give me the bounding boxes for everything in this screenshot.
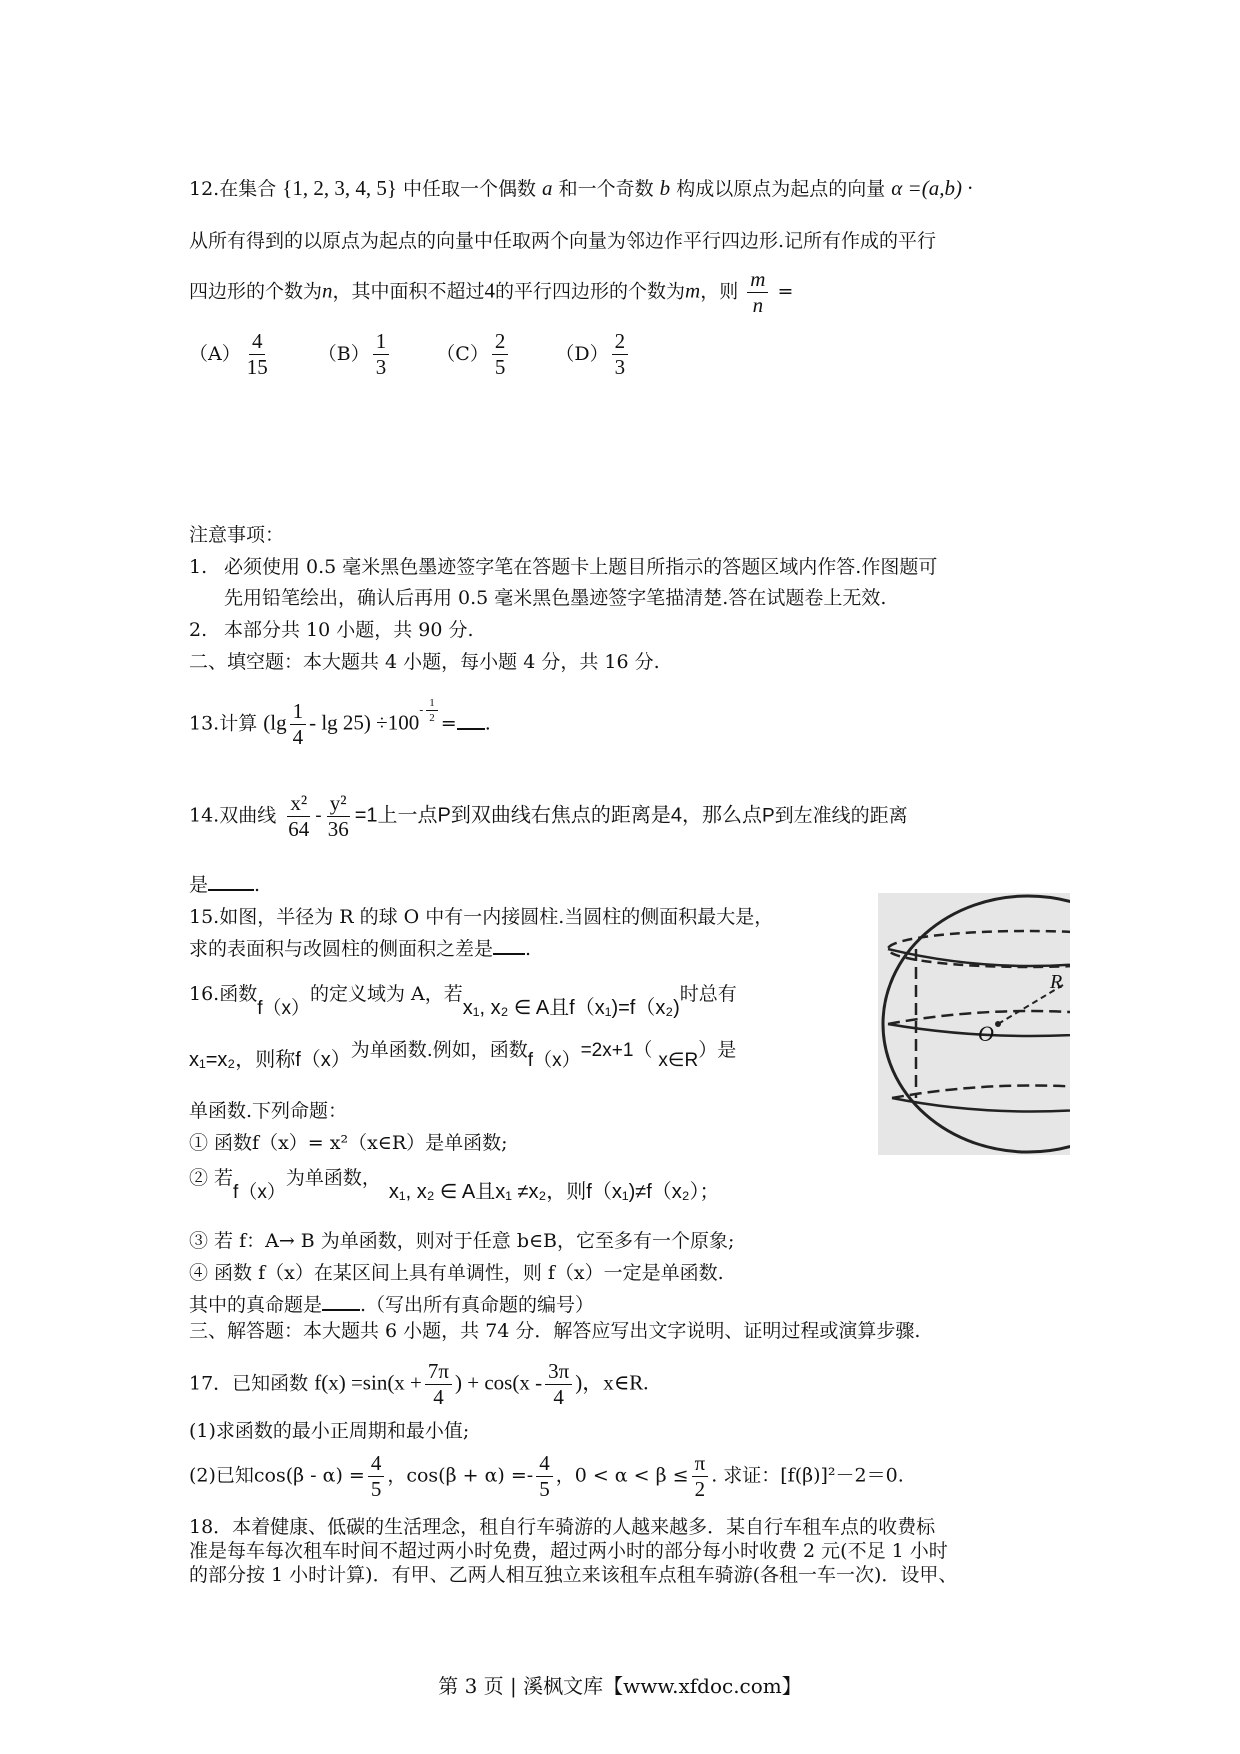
q16-ask [189,1294,594,1317]
q12-line3d: ，则 [700,280,739,303]
q16-choice2 [189,1166,720,1203]
option-a-den: 15 [246,355,268,380]
q12-mid1: 中任取一个偶数 [402,178,536,200]
q14-rest: =1上一点P到双曲线右焦点的距离是4，那么点 [354,804,762,827]
q13 [189,697,491,750]
q12-line3c: 的平行四边形的个数为 [495,280,686,303]
option-d-num: 2 [612,330,629,355]
q16-c2c: x₁, x₂ ∈ A且x₁ ≠x₂，则f（x₁)≠f（x₂）； [388,1181,720,1203]
q17-p2d1: 5 [370,1477,382,1502]
q12-line3b: ，其中面积不超过 [332,280,485,303]
q14-end: . [254,874,261,896]
sphere-figure-icon [878,893,1070,1155]
q18-line2: 准是每车每次租车时间不超过两小时免费，超过两小时的部分每小时收费 2 元(不足 1 小时 [189,1540,948,1562]
q17-intro: 17．已知函数 [189,1372,309,1395]
figure-label-o: O [978,1021,994,1046]
q17-d2: 4 [553,1385,564,1410]
q17-p2d: . 求证：[f(β)]²－2＝0. [711,1464,904,1487]
q12-mid2: 和一个奇数 [558,178,654,200]
q12-b: b [659,176,671,200]
q13-intro: 13.计算 [189,712,258,735]
q12-m: m [685,278,701,303]
q12-frac-den: n [752,293,764,318]
q16-line2d: ）是 [698,1039,737,1061]
option-b-den: 3 [375,355,387,380]
q16-line2c: =2x+1（ [580,1040,653,1061]
q13-answer-blank[interactable] [457,726,485,730]
q17-d1: 4 [433,1385,444,1410]
q16-line3: 单函数.下列命题： [189,1100,348,1122]
notes-item1-no: 1. [189,556,208,578]
q13-exp-sign: - [419,703,424,718]
page-footer: 第 3 页 | 溪枫文库【www.xfdoc.com】 [438,1674,802,1698]
q14-n2: y² [327,792,350,817]
q16-line1a: 16.函数 [189,983,258,1005]
option-b [317,329,392,380]
q14-intro: 14.双曲线 [189,804,277,827]
option-d [555,329,631,380]
option-b-num: 1 [373,330,390,355]
q17-p2a: (2)已知cos(β - α) = [189,1464,365,1487]
q18-line3: 的部分按 1 小时计算)．有甲、乙两人相互独立来该租车点租车骑游(各租一车一次)．设甲、 [189,1564,958,1586]
section2-heading: 二、填空题：本大题共 4 小题，每小题 4 分，共 16 分. [189,651,660,673]
q17-p2n3: π [692,1452,709,1477]
q16-line2 [189,1039,737,1073]
q14 [189,792,908,841]
q12-line3a: 四边形的个数为 [189,280,323,303]
option-c-num: 2 [492,330,509,355]
q16-cond: x₁, x₂ ∈ A且f（x₁)=f（x₂) [462,997,680,1019]
q12-options [189,330,631,379]
option-a-num: 4 [249,330,266,355]
q17-f: f(x) =sin(x + [314,1370,422,1395]
q15-line2-text: 求的表面积与改圆柱的侧面积之差是 [189,938,494,960]
q17-p2d2: 5 [539,1477,550,1502]
q16-line1b: 的定义域为 A，若 [310,983,463,1005]
notes-item1 [189,556,207,579]
notes-title: 注意事项： [189,524,285,546]
q14-rest2: 到左准线的距离 [774,804,908,827]
q17-p2d3: 2 [694,1477,706,1502]
q12-set: {1, 2, 3, 4, 5} [282,176,397,200]
q16-choice1: ① 函数f（x）= x²（x∈R）是单函数; [189,1132,508,1154]
q14-line2 [189,874,260,897]
q12-intro: 12.在集合 [189,178,277,200]
q14-line2-text: 是 [189,874,209,896]
q17-p2c: ，0 < α < β ≤ [555,1464,689,1487]
q13-exp-num: 1 [426,697,438,711]
q12-eq: = [777,280,794,303]
option-c-label: （C） [436,342,489,365]
q15-line2 [189,938,531,961]
option-b-label: （B） [317,342,370,365]
q16-c2a: ② 若 [189,1167,234,1189]
figure-label-r: R [1050,971,1063,993]
option-c-den: 5 [494,355,506,380]
q16-answer-blank[interactable] [322,1307,360,1311]
q16-c2b: 为单函数， [285,1167,381,1189]
q16-ask-text: 其中的真命题是 [189,1294,323,1316]
q13-lg: (lg [263,710,287,735]
q18-line1: 18．本着健康、低碳的生活理念，租自行车骑游的人越来越多．某自行车租车点的收费标 [189,1516,936,1538]
q12-a: a [542,176,553,200]
q17-p2n2: 4 [536,1452,553,1477]
notes-item1-b: 先用铅笔绘出，确认后再用 0.5 毫米黑色墨迹签字笔描清楚.答在试题卷上无效. [224,587,887,609]
q16-line1c: 时总有 [679,983,737,1005]
option-d-label: （D） [555,342,609,365]
q17-p2b: ，cos(β + α) =- [387,1464,534,1487]
option-a [189,329,274,380]
q17-p2n1: 4 [368,1452,385,1477]
q13-tail: = [440,712,457,735]
option-d-den: 3 [614,355,626,380]
q13-exp-den: 2 [429,712,435,725]
q16-fx: f（x） [257,998,310,1019]
q17-part2 [189,1452,904,1501]
q12-n: n [322,278,333,303]
q16-choice4: ④ 函数 f（x）在某区间上具有单调性，则 f（x）一定是单函数. [189,1262,724,1284]
q14-p: P [761,805,775,827]
q17-n1: 7π [425,1360,452,1385]
option-a-label: （A） [189,342,241,365]
q12-fraction [747,268,768,317]
q16-xr: x∈R [658,1050,699,1071]
notes-item2: 本部分共 10 小题，共 90 分. [224,619,474,641]
q17-line1 [189,1360,649,1409]
q16-line2a: x₁=x₂，则称f（x） [189,1049,351,1071]
q17-part1: (1)求函数的最小正周期和最小值; [189,1420,470,1442]
notes-item1-a: 必须使用 0.5 毫米黑色墨迹签字笔在答题卡上题目所指示的答题区域内作答.作图题可 [224,556,938,578]
q13-end: . [484,712,491,735]
q16-ask-tail: .（写出所有真命题的编号） [360,1294,595,1316]
q16-choice3: ③ 若 f：A→ B 为单函数，则对于任意 b∈B，它至多有一个原象; [189,1230,735,1252]
q14-d2: 36 [327,817,349,842]
q16-c2fx: f（x） [233,1182,286,1203]
q17-tail: )，x∈R. [575,1370,649,1395]
q12-line1 [189,176,972,201]
q13-num: 1 [290,700,307,725]
q14-minus: - [315,804,322,827]
q15-answer-blank[interactable] [493,951,525,955]
section3-heading: 三、解答题：本大题共 6 小题，共 74 分．解答应写出文字说明、证明过程或演算步骤. [189,1320,921,1342]
q16-line2b: 为单函数.例如，函数 [350,1039,528,1061]
q17-n2: 3π [545,1360,572,1385]
q12-alpha: α =(a,b) · [891,176,973,200]
q14-d1: 64 [288,817,310,842]
q12-mid3: 构成以原点为起点的向量 [676,178,886,200]
q17-mid: ) + cos(x - [455,1370,543,1395]
q16-line1 [189,982,737,1019]
q13-rest: - lg 25) ÷100 [309,710,420,735]
q15-line1: 15.如图，半径为 R 的球 O 中有一内接圆柱.当圆柱的侧面积最大是， [189,906,774,928]
q15-end: . [525,938,532,960]
notes-item2-no: 2. [189,619,208,641]
q12-line2: 从所有得到的以原点为起点的向量中任取两个向量为邻边作平行四边形.记所有作成的平行 [189,230,937,252]
q12-four: 4 [484,278,496,303]
sphere-cylinder-figure [878,893,1070,1155]
q14-answer-blank[interactable] [208,887,254,891]
option-c [436,329,511,380]
q12-frac-num: m [747,268,768,293]
q16-fx2: f（x） [527,1050,581,1071]
q12-line3 [189,268,793,317]
q13-den: 4 [292,725,304,750]
q14-n1: x² [287,792,310,817]
